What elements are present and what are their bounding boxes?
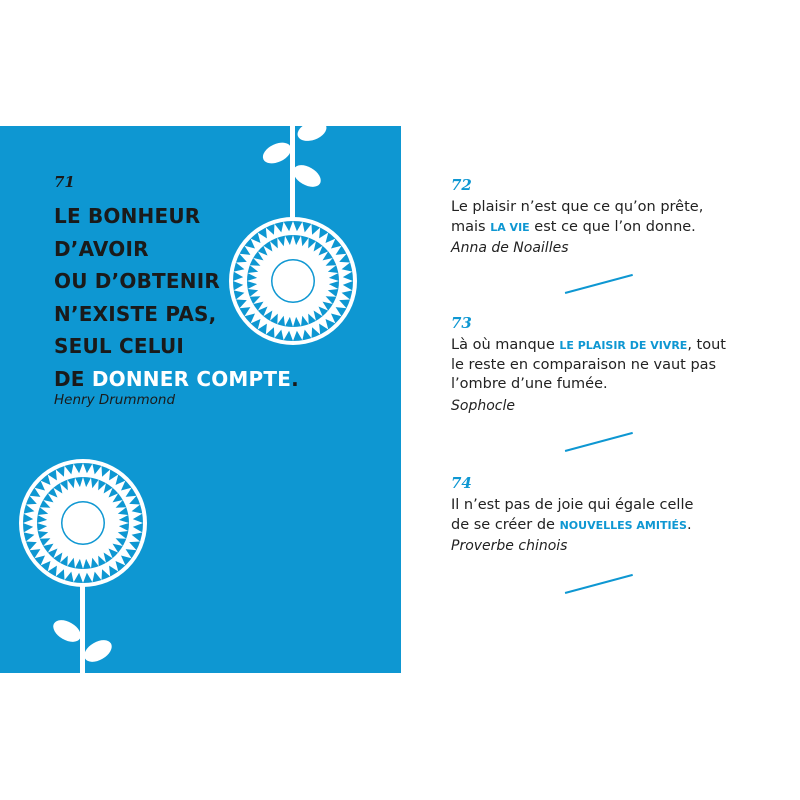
text: Il n’est pas de joie qui égale celle de se créer de: [451, 497, 694, 533]
quote-74: [451, 474, 771, 557]
text: DE: [54, 366, 92, 391]
text: , tout le reste en comparaison ne vaut pas l’ombre d’une fumée.: [451, 337, 726, 392]
leaf: [295, 126, 329, 145]
highlight: LA VIE: [490, 220, 530, 234]
quote-line: LE BONHEUR: [54, 204, 201, 228]
quote-author: Proverbe chinois: [451, 538, 568, 554]
text: est ce que l’on donne.: [529, 218, 696, 235]
stem: [80, 576, 85, 673]
highlight: DONNER COMPTE: [91, 366, 292, 391]
divider: [565, 432, 633, 452]
highlight: LE PLAISIR DE VIVRE: [559, 339, 688, 352]
quote-number: 72: [451, 176, 472, 194]
quote-number: 73: [451, 314, 472, 332]
divider: [565, 574, 633, 594]
text: Le plaisir n’est que ce qu’on prête, mais: [451, 199, 704, 235]
flower-center-dot: [63, 503, 104, 544]
leaf: [260, 139, 295, 168]
quote-line: N’EXISTE PAS,: [54, 301, 217, 326]
quote-73: [451, 314, 771, 417]
main-quote: [54, 200, 299, 396]
text: .: [291, 366, 299, 391]
quote-72: [451, 176, 771, 259]
leaf: [50, 616, 85, 647]
quote-line: D’AVOIR: [54, 236, 149, 261]
text: Là où manque: [451, 337, 560, 353]
left-page: [0, 126, 401, 673]
leaf: [81, 636, 116, 667]
quote-line: OU D’OBTENIR: [54, 269, 220, 294]
quote-author: Sophocle: [451, 397, 515, 414]
quote-author: Anna de Noailles: [451, 240, 569, 256]
quote-number: 71: [54, 173, 75, 191]
divider: [565, 274, 633, 294]
quote-line: SEUL CELUI: [54, 334, 185, 359]
quote-author: Henry Drummond: [54, 392, 176, 408]
quote-line: [54, 363, 299, 396]
highlight: NOUVELLES AMITIÉS: [559, 518, 687, 532]
quote-number: 74: [451, 474, 472, 492]
text: .: [686, 516, 692, 533]
